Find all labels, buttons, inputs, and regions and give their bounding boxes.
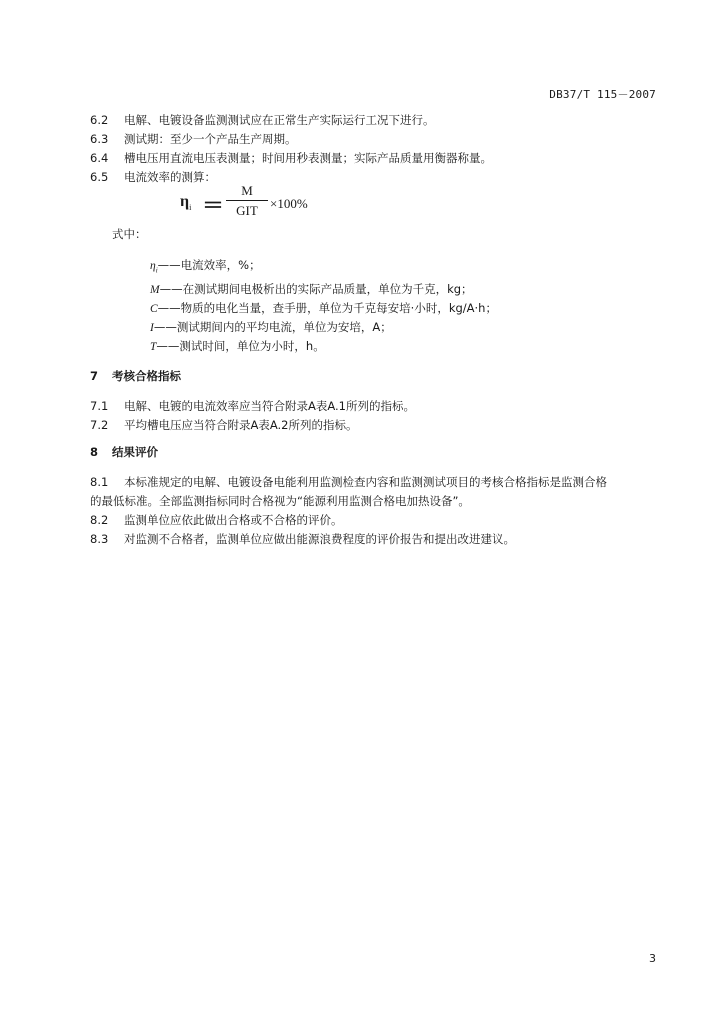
item-number: 8.1 bbox=[90, 475, 109, 489]
variable-definition bbox=[150, 319, 392, 335]
variable-definition bbox=[150, 300, 497, 316]
variable-symbol: I bbox=[150, 322, 154, 334]
item-number: 6.3 bbox=[90, 132, 109, 146]
variable-description: ——电流效率，%； bbox=[157, 258, 261, 272]
item-8-2 bbox=[90, 512, 343, 528]
item-text: 平均槽电压应当符合附录A表A.2所列的指标。 bbox=[124, 418, 358, 432]
standard-code: DB37/T 115－2007 bbox=[549, 88, 656, 101]
item-text: 电流效率的测算： bbox=[124, 170, 216, 184]
item-8-1-line-1 bbox=[90, 474, 607, 490]
item-7-1 bbox=[90, 398, 415, 414]
section-number: 8 bbox=[90, 445, 99, 459]
item-7-2 bbox=[90, 417, 358, 433]
item-6-2 bbox=[90, 112, 435, 128]
item-text: 对监测不合格者，监测单位应做出能源浪费程度的评价报告和提出改进建议。 bbox=[124, 532, 515, 546]
item-6-5 bbox=[90, 169, 216, 185]
formula-denominator: GIT bbox=[236, 203, 258, 218]
formula-multiplier: ×100% bbox=[270, 196, 308, 211]
item-number: 7.1 bbox=[90, 399, 109, 413]
item-text: 监测单位应依此做出合格或不合格的评价。 bbox=[124, 513, 343, 527]
fraction-bar bbox=[226, 200, 268, 201]
section-number: 7 bbox=[90, 369, 99, 383]
item-number: 7.2 bbox=[90, 418, 109, 432]
formula-lhs: $\eta_i$ bbox=[180, 193, 192, 213]
item-number: 8.3 bbox=[90, 532, 109, 546]
variable-definition bbox=[150, 338, 325, 354]
variable-definition bbox=[150, 257, 261, 274]
item-6-3 bbox=[90, 131, 297, 147]
variable-description: ——测试时间，单位为小时，h。 bbox=[156, 339, 325, 353]
item-8-1-line-2: 的最低标准。全部监测指标同时合格视为“能源利用监测合格电加热设备”。 bbox=[90, 494, 470, 508]
section-title: 考核合格指标 bbox=[112, 369, 181, 383]
section-title: 结果评价 bbox=[112, 445, 158, 459]
variable-symbol: C bbox=[150, 303, 158, 315]
item-text: 测试期：至少一个产品生产周期。 bbox=[124, 132, 297, 146]
item-text: 本标准规定的电解、电镀设备电能利用监测检查内容和监测测试项目的考核合格指标是监测合格 bbox=[124, 475, 607, 489]
formula-equals: ＝ bbox=[202, 193, 225, 218]
variable-symbol: M bbox=[150, 284, 160, 296]
formula-fraction bbox=[226, 183, 268, 219]
section-7-heading bbox=[90, 368, 181, 384]
variable-description: ——在测试期间电极析出的实际产品质量，单位为千克，kg； bbox=[159, 282, 473, 296]
item-6-4 bbox=[90, 150, 492, 166]
variable-description: ——物质的电化当量，查手册，单位为千克每安培·小时，kg/A·h； bbox=[157, 301, 497, 315]
item-text: 槽电压用直流电压表测量；时间用秒表测量；实际产品质量用衡器称量。 bbox=[124, 151, 492, 165]
item-8-3 bbox=[90, 531, 515, 547]
item-number: 6.5 bbox=[90, 170, 109, 184]
item-number: 6.4 bbox=[90, 151, 109, 165]
page-number: 3 bbox=[649, 952, 656, 965]
variable-definition bbox=[150, 281, 473, 297]
item-number: 6.2 bbox=[90, 113, 109, 127]
variable-symbol: $\eta_i$ bbox=[150, 260, 158, 275]
where-label: 式中： bbox=[112, 227, 147, 241]
section-8-heading bbox=[90, 444, 158, 460]
item-number: 8.2 bbox=[90, 513, 109, 527]
formula-numerator: M bbox=[241, 183, 253, 198]
item-text: 电解、电镀设备监测测试应在正常生产实际运行工况下进行。 bbox=[124, 113, 435, 127]
variable-description: ——测试期间内的平均电流，单位为安培，A； bbox=[153, 320, 392, 334]
variable-symbol: T bbox=[150, 341, 157, 353]
item-text: 电解、电镀的电流效率应当符合附录A表A.1所列的指标。 bbox=[124, 399, 416, 413]
